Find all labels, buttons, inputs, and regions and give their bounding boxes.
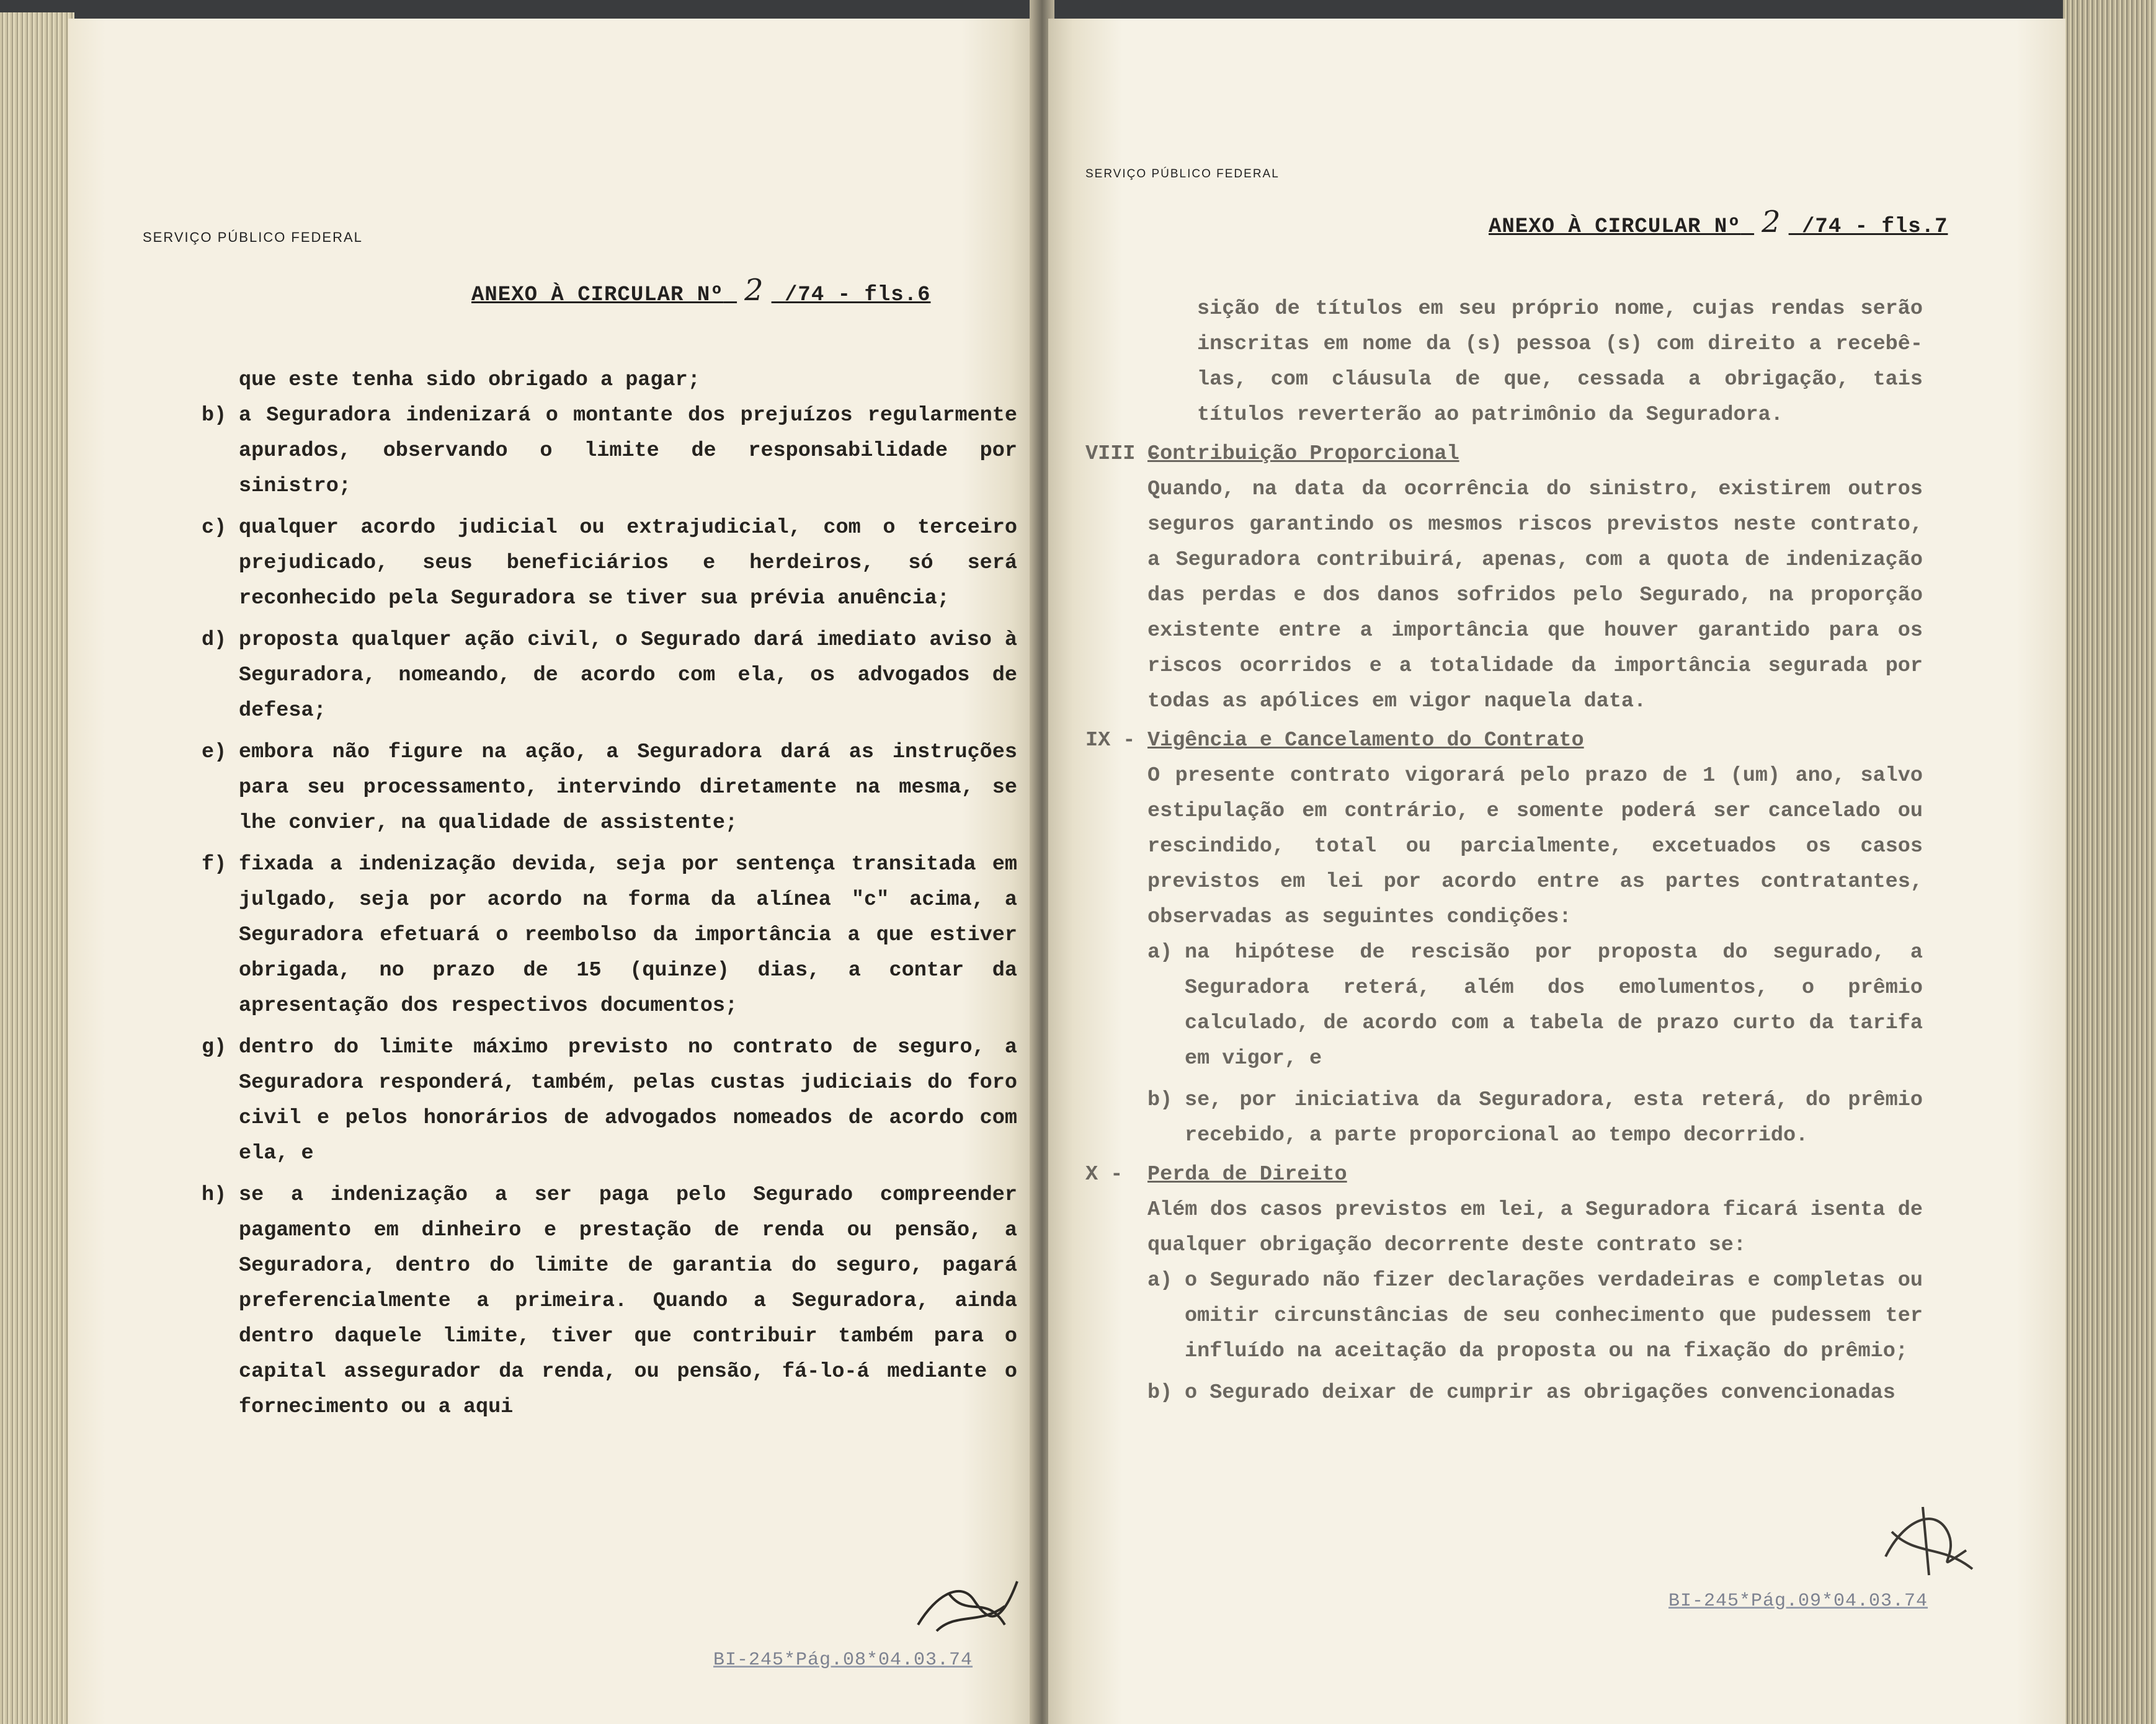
item-text: o Segurado deixar de cumprir as obrigações convencionadas xyxy=(1185,1381,1895,1405)
right-page-body xyxy=(1085,291,1923,1411)
section-numeral: X - xyxy=(1085,1163,1123,1186)
item-label: a) xyxy=(1147,1269,1173,1292)
annex-prefix: ANEXO À CIRCULAR Nº xyxy=(1489,215,1741,239)
item-text: dentro do limite máximo previsto no contrato de seguro, a Seguradora responderá, também, pelas custas judiciais do foro civil e pelos honorários de advogados nomeados de acordo com ela, e xyxy=(239,1036,1017,1165)
item-text: se, por iniciativa da Seguradora, esta reterá, do prêmio recebido, a parte proporcional ao tempo decorrido. xyxy=(1185,1088,1923,1147)
section-x-text: Além dos casos previstos em lei, a Seguradora ficará isenta de qualquer obrigação decorrente deste contrato se: xyxy=(1147,1198,1923,1257)
list-item xyxy=(202,735,1017,841)
item-label: d) xyxy=(202,628,227,652)
right-page-annex-title xyxy=(1489,205,1948,239)
list-item xyxy=(1147,935,1923,1077)
list-item xyxy=(202,1178,1017,1425)
section-title: Contribuição Proporcional xyxy=(1147,442,1459,466)
item-label: h) xyxy=(202,1183,227,1207)
section-viii-heading xyxy=(1085,437,1923,472)
left-page-header: SERVIÇO PÚBLICO FEDERAL xyxy=(143,229,363,245)
annex-suffix: /74 - fls.7 xyxy=(1802,215,1948,239)
annex-number: 2 xyxy=(1762,205,1781,239)
section-title: Perda de Direito xyxy=(1147,1163,1347,1186)
item-text: se a indenização a ser paga pelo Segurado compreender pagamento em dinheiro e prestação de renda ou pensão, a Seguradora, dentro do limite de garantia do seguro, pagará preferencialmente a primeira. Quando a Seguradora, ainda dentro daquele limite, tiver que contribuir também para o capital assegurador da renda, ou pensão, fá-lo-á mediante o fornecimento ou a aqui xyxy=(239,1183,1017,1419)
annex-prefix: ANEXO À CIRCULAR Nº xyxy=(471,283,724,307)
left-page xyxy=(68,19,1036,1724)
item-label: b) xyxy=(202,404,227,427)
list-item xyxy=(202,623,1017,729)
item-text: embora não figure na ação, a Seguradora dará as instruções para seu processamento, intervindo diretamente na mesma, se lhe convier, na qualidade de assistente; xyxy=(239,740,1017,835)
item-label: b) xyxy=(1147,1381,1173,1405)
annex-suffix: /74 - fls.6 xyxy=(785,283,931,307)
right-intro: sição de títulos em seu próprio nome, cujas rendas serão inscritas em nome da (s) pessoa (s) com direito a recebê-las, com cláusula de que, cessada a obrigação, tais títulos reverterão ao patrimônio da Seguradora. xyxy=(1197,297,1923,427)
item-text: fixada a indenização devida, seja por sentença transitada em julgado, seja por acordo na forma da alínea "c" acima, a Seguradora efetuará o reembolso da importância a que estiver obrigada, no prazo de 15 (quinze) dias, a contar da apresentação dos respectivos documentos; xyxy=(239,853,1017,1018)
page-edges-right xyxy=(2063,0,2156,1724)
annex-number: 2 xyxy=(744,273,764,308)
item-text: o Segurado não fizer declarações verdadeiras e completas ou omitir circunstâncias de seu conhecimento que pudessem ter influído na aceitação da proposta ou na fixação do prêmio; xyxy=(1185,1269,1923,1363)
section-ix-text: O presente contrato vigorará pelo prazo de 1 (um) ano, salvo estipulação em contrário, e somente poderá ser cancelado ou rescindido, total ou parcialmente, excetuados os casos previstos em lei por acordo entre as partes contratantes, observadas as seguintes condições: xyxy=(1147,764,1923,929)
section-x-heading xyxy=(1085,1157,1923,1193)
right-page-header: SERVIÇO PÚBLICO FEDERAL xyxy=(1085,167,1280,180)
signature-mark xyxy=(912,1557,1023,1643)
item-text: proposta qualquer ação civil, o Segurado dará imediato aviso à Seguradora, nomeando, de acordo com ela, os advogados de defesa; xyxy=(239,628,1017,722)
item-label: b) xyxy=(1147,1088,1173,1112)
left-page-body xyxy=(202,363,1017,1425)
list-item xyxy=(202,847,1017,1024)
left-page-footer: BI-245*Pág.08*04.03.74 xyxy=(713,1650,973,1671)
item-label: e) xyxy=(202,740,227,764)
section-numeral: IX - xyxy=(1085,729,1136,752)
right-page-footer: BI-245*Pág.09*04.03.74 xyxy=(1668,1591,1928,1612)
list-item xyxy=(202,510,1017,616)
list-item xyxy=(1147,1263,1923,1369)
section-numeral: VIII - xyxy=(1085,442,1160,466)
left-page-annex-title xyxy=(471,273,930,308)
list-item xyxy=(1147,1083,1923,1153)
list-item xyxy=(1147,1375,1923,1411)
signature-mark xyxy=(1873,1495,1979,1581)
item-label: c) xyxy=(202,516,227,540)
list-item xyxy=(202,398,1017,504)
section-ix-heading xyxy=(1085,723,1923,758)
page-edges-left xyxy=(0,12,74,1724)
item-text: qualquer acordo judicial ou extrajudicial, com o terceiro prejudicado, seus beneficiários e herdeiros, só será reconhecido pela Seguradora se tiver sua prévia anuência; xyxy=(239,516,1017,610)
right-page xyxy=(1048,19,2065,1724)
section-viii-text: Quando, na data da ocorrência do sinistro, existirem outros seguros garantindo os mesmos riscos previstos neste contrato, a Seguradora contribuirá, apenas, com a quota de indenização das perdas e dos danos sofridos pelo Segurado, na proporção existente entre a importância que houver garantido para os riscos ocorridos e a totalidade da importância segurada por todas as apólices em vigor naquela data. xyxy=(1147,478,1923,713)
item-label: f) xyxy=(202,853,227,876)
item-label: a) xyxy=(1147,941,1173,964)
list-item xyxy=(202,1030,1017,1171)
item-text: a Seguradora indenizará o montante dos prejuízos regularmente apurados, observando o limite de responsabilidade por sinistro; xyxy=(239,404,1017,498)
left-intro: que este tenha sido obrigado a pagar; xyxy=(239,368,700,392)
item-text: na hipótese de rescisão por proposta do segurado, a Seguradora reterá, além dos emolumentos, o prêmio calculado, de acordo com a tabela de prazo curto da tarifa em vigor, e xyxy=(1185,941,1923,1070)
section-title: Vigência e Cancelamento do Contrato xyxy=(1147,729,1584,752)
item-label: g) xyxy=(202,1036,227,1059)
